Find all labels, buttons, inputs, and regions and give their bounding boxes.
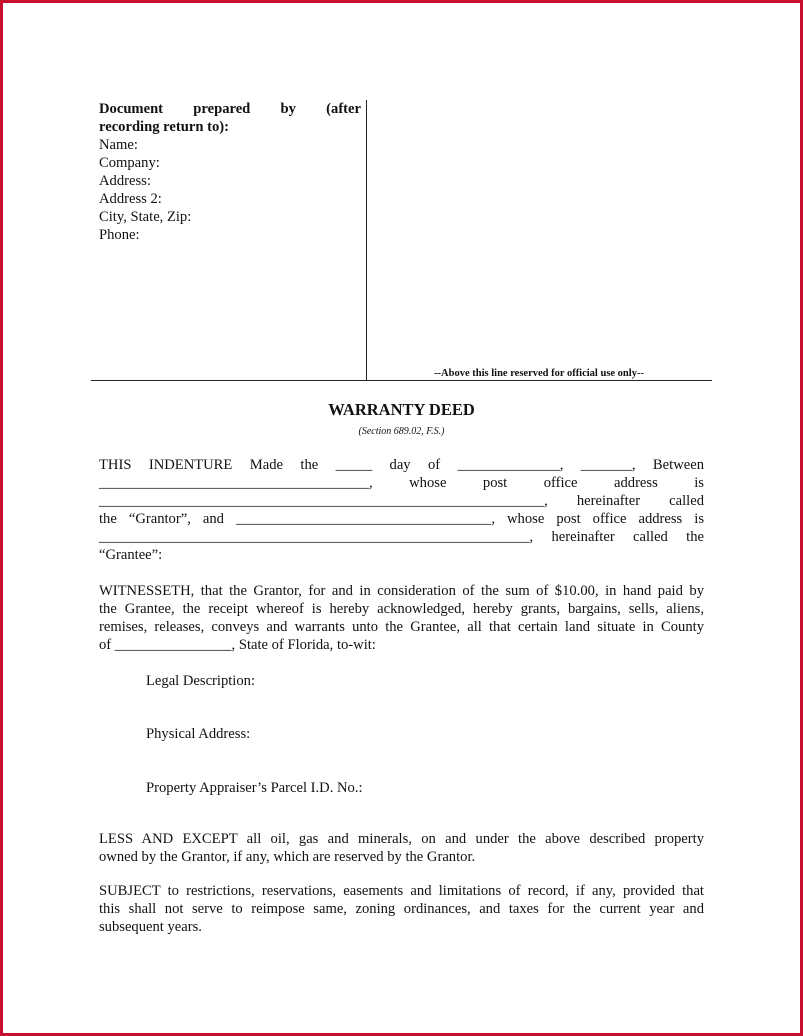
legal-description-label: Legal Description: [146,673,256,689]
official-use-divider [91,380,712,381]
official-use-note: --Above this line reserved for official use only-- [434,368,644,379]
subject-line-2: this shall not serve to reimpose same, zoning ordinances, and taxes for the current year and [99,901,704,917]
subject-line-1: SUBJECT to restrictions, reservations, easements and limitations of record, if any, provided that [99,883,704,899]
company-label: Company: [99,155,160,171]
vertical-divider [366,100,367,381]
indenture-line-2: _____________________________________, whose post office address is [99,475,704,491]
witnesseth-line-3: remises, releases, conveys and warrants unto the Grantee, all that certain land situate in County [99,619,704,635]
prepared-by-heading-cont: recording return to): [99,119,229,135]
witnesseth-line-4: of ________________, State of Florida, to-wit: [99,637,376,653]
witnesseth-line-1: WITNESSETH, that the Grantor, for and in consideration of the sum of $10.00, in hand paid by [99,583,704,599]
less-except-line-1: LESS AND EXCEPT all oil, gas and minerals, on and under the above described property [99,831,704,847]
name-label: Name: [99,137,138,153]
physical-address-label: Physical Address: [146,726,251,742]
phone-label: Phone: [99,227,140,243]
indenture-line-6: “Grantee”: [99,547,163,563]
statute-reference: (Section 689.02, F.S.) [358,426,445,437]
address-label: Address: [99,173,151,189]
witnesseth-line-2: the Grantee, the receipt whereof is hereby acknowledged, hereby grants, bargains, sells, aliens, [99,601,704,617]
subject-line-3: subsequent years. [99,919,202,935]
prepared-by-heading: Document prepared by (after [99,101,361,117]
indenture-line-1: THIS INDENTURE Made the _____ day of ______________, _______, Between [99,457,704,473]
prepared-by-block [99,100,361,244]
city-state-zip-label: City, State, Zip: [99,209,192,225]
indenture-line-4: the “Grantor”, and ___________________________________, whose post office address is [99,511,704,527]
address2-label: Address 2: [99,191,162,207]
document-title: WARRANTY DEED [328,400,475,419]
indenture-line-5: ___________________________________________________________, hereinafter called the [99,529,704,545]
less-except-line-2: owned by the Grantor, if any, which are reserved by the Grantor. [99,849,476,865]
indenture-line-3: _____________________________________________________________, hereinafter called [99,493,704,509]
parcel-id-label: Property Appraiser’s Parcel I.D. No.: [146,780,363,796]
